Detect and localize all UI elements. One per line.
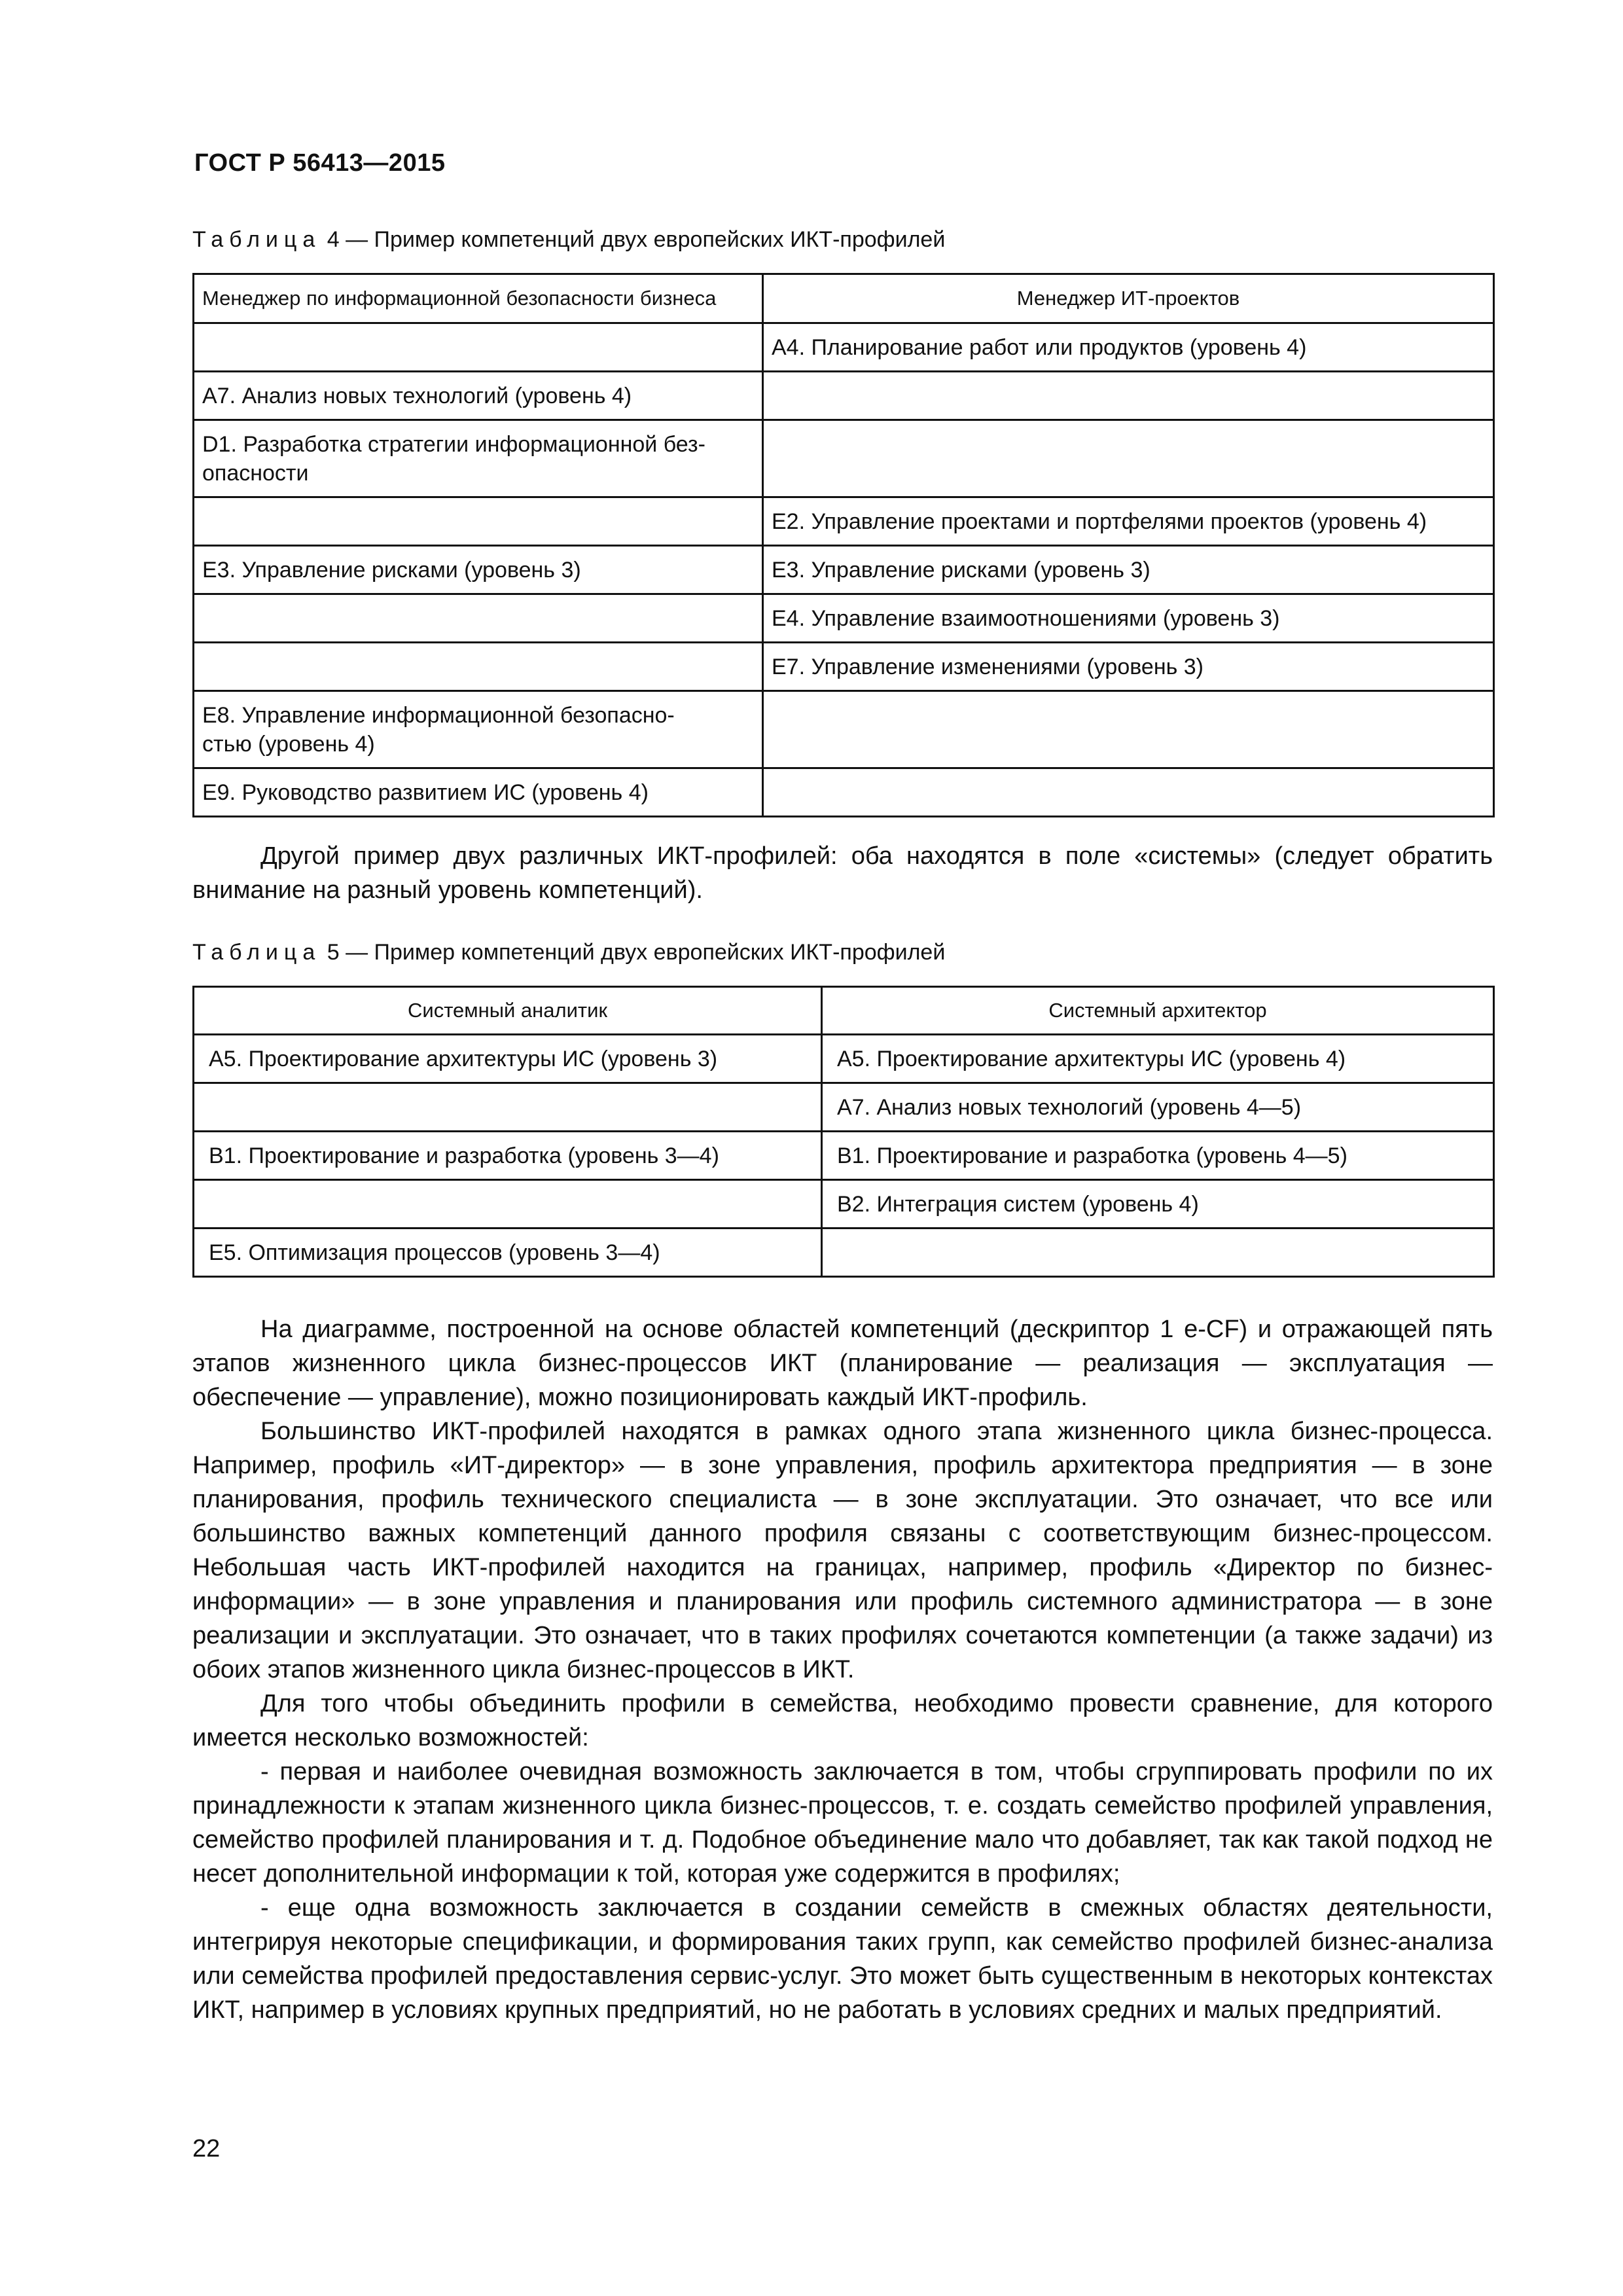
column-header: Менеджер ИТ-проектов [763, 274, 1494, 323]
table-cell: А7. Анализ новых технологий (уровень 4—5) [822, 1083, 1494, 1132]
table-cell: А5. Проектирование архитектуры ИС (уровень 3) [194, 1035, 822, 1083]
table4-caption-text: 4 — Пример компетенций двух европейских ИКТ-профилей [321, 227, 946, 252]
table-cell [763, 420, 1494, 497]
table-cell: В1. Проектирование и разработка (уровень 3—4) [194, 1132, 822, 1180]
column-header: Системный аналитик [194, 987, 822, 1035]
table-cell [763, 372, 1494, 420]
table-row [194, 420, 1494, 497]
table-row [194, 546, 1494, 594]
table-cell [763, 691, 1494, 768]
table-cell [763, 768, 1494, 817]
table5-caption-text: 5 — Пример компетенций двух европейских ИКТ-профилей [321, 940, 946, 965]
table-cell [194, 497, 763, 546]
table-row [194, 1035, 1494, 1083]
list-item: - еще одна возможность заключается в создании семейств в смежных областях деятельности, интегрируя некоторые спецификации, и формирования таких групп, как семейство профилей бизнес-анализа или семейства профилей предоставления сервис-услуг. Это может быть существенным в некоторых контекстах ИКТ, например в условиях крупных предприятий, но не работать в условиях средних и малых предприятий. [192, 1894, 1493, 2024]
column-header: Менеджер по информационной безопасности бизнеса [194, 274, 763, 323]
competence-table-4 [192, 273, 1495, 817]
table-cell: Е5. Оптимизация процессов (уровень 3—4) [194, 1229, 822, 1277]
table-cell: Е3. Управление рисками (уровень 3) [194, 546, 763, 594]
body-paragraph: Другой пример двух различных ИКТ-профилей: оба находятся в поле «системы» (следует обратить внимание на разный уровень компетенций). [192, 842, 1493, 904]
table-cell: Е7. Управление изменениями (уровень 3) [763, 643, 1494, 691]
table-header-row [194, 987, 1494, 1035]
table-cell: Е2. Управление проектами и портфелями проектов (уровень 4) [763, 497, 1494, 546]
table-cell: D1. Разработка стратегии информационной без- опасности [194, 420, 763, 497]
table5-caption-label: Таблица [192, 940, 321, 965]
table-cell: Е8. Управление информационной безопасно- стью (уровень 4) [194, 691, 763, 768]
table-cell [194, 1083, 822, 1132]
competence-table-5 [192, 986, 1495, 1278]
table-cell: А4. Планирование работ или продуктов (уровень 4) [763, 323, 1494, 372]
table-cell [194, 1180, 822, 1229]
table-cell: В1. Проектирование и разработка (уровень 4—5) [822, 1132, 1494, 1180]
body-paragraph: На диаграмме, построенной на основе областей компетенций (дескриптор 1 e-CF) и отражающей пять этапов жизненного цикла бизнес-процессов ИКТ (планирование — реализация — эксплуатация — обеспечение — управление), можно позиционировать каждый ИКТ-профиль. [192, 1316, 1493, 1411]
body-paragraph: Для того чтобы объединить профили в семейства, необходимо провести сравнение, для которого имеется несколько возможностей: [192, 1690, 1493, 1751]
table-row [194, 643, 1494, 691]
table-row [194, 691, 1494, 768]
table-cell: В2. Интеграция систем (уровень 4) [822, 1180, 1494, 1229]
table-row [194, 1229, 1494, 1277]
table-row [194, 1083, 1494, 1132]
document-header: ГОСТ Р 56413—2015 [194, 149, 446, 177]
table5-caption [192, 940, 945, 965]
column-header: Системный архитектор [822, 987, 1494, 1035]
table4-caption-label: Таблица [192, 227, 321, 252]
table-header-row [194, 274, 1494, 323]
table-cell [194, 594, 763, 643]
table-cell [194, 643, 763, 691]
table-cell [822, 1229, 1494, 1277]
table-cell: Е4. Управление взаимоотношениями (уровень 3) [763, 594, 1494, 643]
table-cell [194, 323, 763, 372]
table-row [194, 594, 1494, 643]
table-row [194, 768, 1494, 817]
table-row [194, 372, 1494, 420]
table-row [194, 1180, 1494, 1229]
body-paragraph: Большинство ИКТ-профилей находятся в рамках одного этапа жизненного цикла бизнес-процесса. Например, профиль «ИТ-директор» — в зоне управления, профиль архитектора предприятия — в зоне планирования, профиль технического специалиста — в зоне эксплуатации. Это означает, что все или большинство важных компетенций данного профиля связаны с соответствующим бизнес-процессом. Небольшая часть ИКТ-профилей находится на границах, например, профиль «Директор по бизнес-информации» — в зоне управления и планирования или профиль системного администратора — в зоне реализации и эксплуатации. Это означает, что в таких профилях сочетаются компетенции (а также задачи) из обоих этапов жизненного цикла бизнес-процессов в ИКТ. [192, 1418, 1493, 1683]
list-item: - первая и наиболее очевидная возможность заключается в том, чтобы сгруппировать профили по их принадлежности к этапам жизненного цикла бизнес-процессов, т. е. создать семейство профилей управления, семейство профилей планирования и т. д. Подобное объединение мало что добавляет, так как такой подход не несет дополнительной информации к той, которая уже содержится в профилях; [192, 1758, 1493, 1888]
table-row [194, 497, 1494, 546]
table-cell: А5. Проектирование архитектуры ИС (уровень 4) [822, 1035, 1494, 1083]
table-cell: Е9. Руководство развитием ИС (уровень 4) [194, 768, 763, 817]
table4-caption [192, 227, 945, 253]
table-row [194, 323, 1494, 372]
page-number: 22 [192, 2135, 221, 2162]
table-row [194, 1132, 1494, 1180]
table-cell: А7. Анализ новых технологий (уровень 4) [194, 372, 763, 420]
table-cell: Е3. Управление рисками (уровень 3) [763, 546, 1494, 594]
